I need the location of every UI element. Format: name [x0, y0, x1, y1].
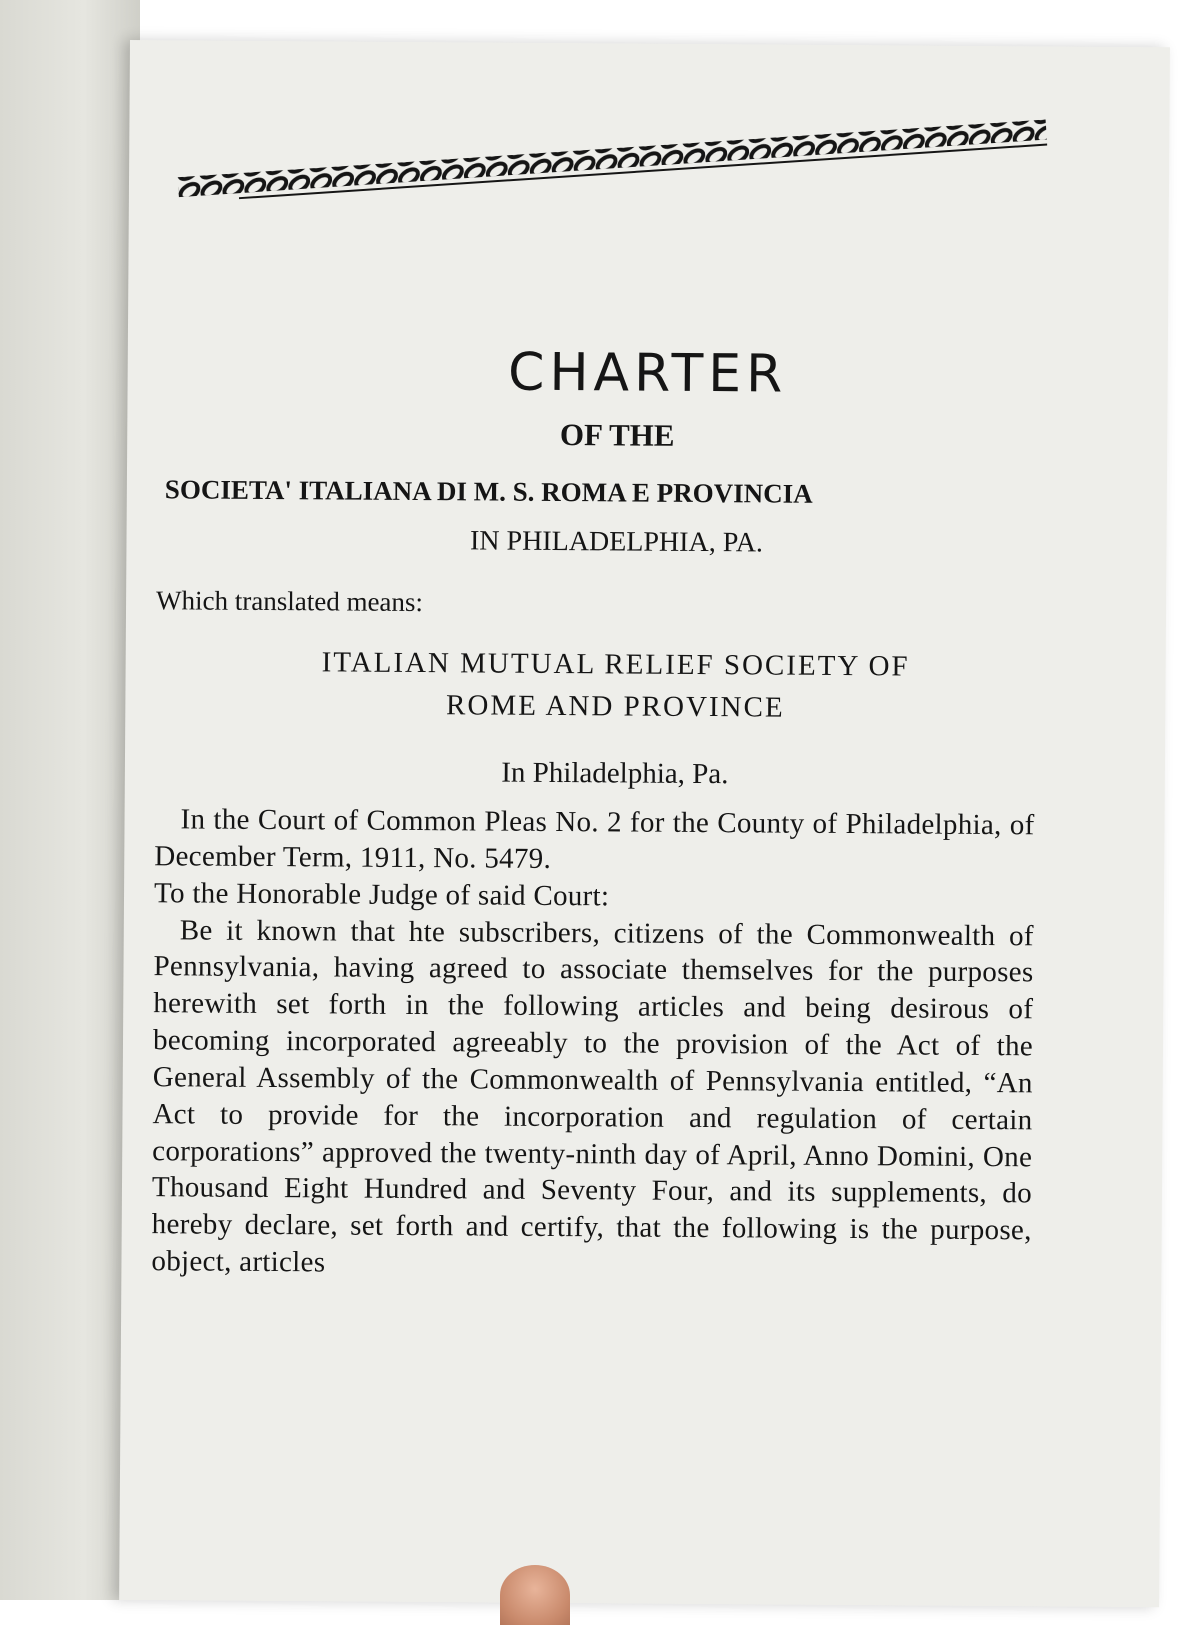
charter-body: [151, 801, 1034, 1286]
court-paragraph: In the Court of Common Pleas No. 2 for the County of Philadelphia, of December Term, 1911, No. 5479.: [154, 803, 1035, 875]
charter-page: [119, 40, 1170, 1607]
english-name-line2: ROME AND PROVINCE: [445, 689, 785, 724]
declaration-paragraph: Be it known that hte subscribers, citizens of the Commonwealth of Pennsylvania, having agreed to associate themselves for the purposes herewith set forth in the following articles and being desirous of becoming incorporated agreeably to the provision of the Act of the General Assembly of the Commonwealth of Pennsylvania entitled, “An Act to provide for the incorporation and regulation of certain corporations” approved the twenty-ninth day of April, Anno Domini, One Thousand Eight Hundred and Seventy Four, and its supplements, do hereby declare, set forth and certify, that the following is the purpose, object, articles: [151, 913, 1034, 1279]
translation-label: Which translated means:: [155, 585, 424, 618]
thumb: [500, 1565, 570, 1625]
facing-page-edge: [0, 0, 140, 1600]
address-paragraph: To the Honorable Judge of said Court:: [153, 876, 610, 913]
society-name: SOCIETA' ITALIANA DI M. S. ROMA E PROVINCIA: [164, 474, 813, 509]
english-place: In Philadelphia, Pa.: [501, 756, 729, 791]
english-name-line1: ITALIAN MUTUAL RELIEF SOCIETY OF: [321, 646, 910, 683]
english-name: [155, 640, 1036, 730]
rope-border-ornament: [177, 110, 1048, 206]
charter-subtitle: OF THE: [559, 417, 675, 453]
charter-title: CHARTER: [507, 342, 788, 405]
charter-content: [151, 340, 1038, 1286]
society-place: IN PHILADELPHIA, PA.: [469, 525, 764, 559]
